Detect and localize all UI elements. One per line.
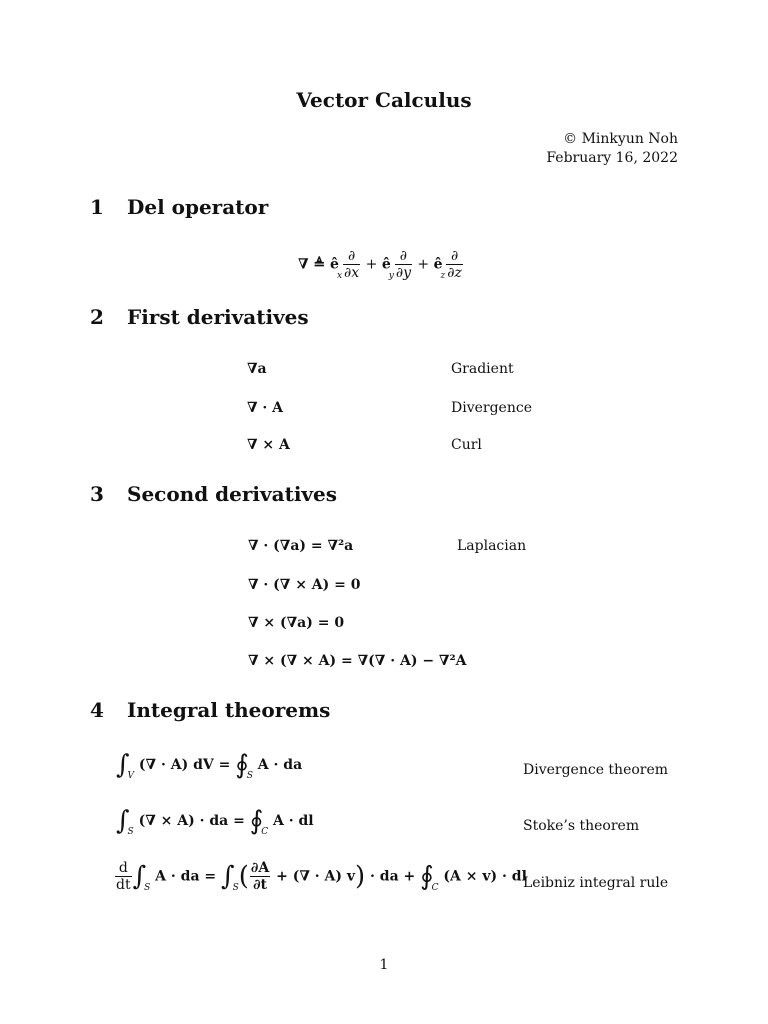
integral-domain: S [232, 882, 239, 893]
integral-domain: C [261, 827, 269, 837]
integral-sign: ∫ [116, 806, 130, 836]
stokes-theorem-equation [116, 806, 314, 837]
divergence-theorem-equation [116, 750, 303, 781]
integral-domain: S [246, 771, 253, 781]
integrand: A · dl [268, 813, 314, 829]
section-heading [90, 482, 337, 506]
integrand: (∇ × A) · da = [133, 813, 250, 829]
first-derivative-expression: ∇ · A [247, 400, 284, 416]
contour-integral-sign: ∮ [235, 750, 249, 780]
unit-vector: ê [330, 256, 339, 273]
unit-vector: ê [381, 256, 391, 273]
integral-sign: ∫ [116, 750, 130, 780]
integral-domain: S [127, 827, 134, 837]
contour-integral-sign: ∮ [420, 861, 434, 892]
section-title: Second derivatives [127, 482, 338, 506]
denominator: dt [116, 877, 131, 893]
partial-fraction [395, 248, 412, 281]
integrand: + (∇ · A) v [271, 868, 355, 885]
section-heading [90, 305, 309, 329]
page-number: 1 [379, 957, 389, 973]
denominator: ∂y [395, 265, 411, 281]
derivative-fraction [115, 860, 132, 893]
numerator: ∂A [250, 860, 270, 876]
subscript: z [440, 270, 446, 281]
partial-fraction [446, 248, 463, 281]
section-title: Del operator [127, 195, 269, 219]
integral-domain: S [144, 882, 151, 893]
document-date: February 16, 2022 [546, 150, 678, 166]
integrand: (A × v) · dl [438, 868, 527, 885]
author-block [546, 130, 678, 168]
first-derivative-expression: ∇ × A [247, 437, 290, 453]
second-derivative-expression: ∇ × (∇ × A) = ∇(∇ · A) − ∇²A [248, 653, 467, 669]
partial-fraction [250, 860, 270, 893]
section-number: 4 [90, 698, 104, 722]
del-operator-equation [298, 248, 464, 281]
integrand: (∇ · A) dV = [134, 757, 236, 773]
plus-sign: + [361, 256, 382, 273]
denominator: ∂t [250, 876, 270, 893]
integral-sign: ∫ [132, 861, 147, 892]
integral-domain: V [127, 771, 135, 781]
theorem-label: Leibniz integral rule [523, 875, 669, 891]
section-number: 1 [90, 195, 104, 219]
integrand: A · da [252, 757, 303, 773]
leibniz-rule-equation [114, 860, 527, 893]
second-derivative-expression: ∇ · (∇a) = ∇²a [248, 538, 354, 554]
section-number: 2 [90, 305, 104, 329]
denominator: ∂z [447, 265, 462, 281]
first-derivative-label: Curl [451, 437, 482, 453]
equation-lhs: ∇ ≜ [298, 256, 331, 273]
author-name: © Minkyun Noh [563, 131, 678, 147]
first-derivative-label: Gradient [451, 361, 514, 377]
plus-sign: + [412, 256, 434, 273]
integral-sign: ∫ [221, 861, 235, 892]
right-parenthesis: ) [355, 861, 366, 892]
integral-domain: C [431, 882, 439, 893]
numerator: ∂ [450, 248, 459, 264]
section-title: Integral theorems [127, 698, 331, 722]
second-derivative-expression: ∇ · (∇ × A) = 0 [248, 577, 361, 593]
contour-integral-sign: ∮ [249, 806, 264, 836]
second-derivative-label: Laplacian [457, 538, 527, 554]
section-title: First derivatives [127, 305, 309, 329]
first-derivative-expression: ∇a [247, 361, 267, 377]
subscript: y [388, 270, 394, 281]
integrand: · da + [365, 868, 421, 885]
integrand: A · da = [150, 868, 222, 885]
section-heading [90, 698, 330, 722]
unit-vector: ê [433, 256, 443, 273]
numerator: ∂ [399, 248, 408, 264]
numerator: d [118, 860, 128, 876]
second-derivative-expression: ∇ × (∇a) = 0 [248, 615, 345, 631]
theorem-label: Stoke’s theorem [523, 818, 640, 834]
left-parenthesis: ( [238, 861, 249, 892]
partial-fraction [343, 248, 360, 281]
theorem-label: Divergence theorem [523, 762, 669, 778]
document-title: Vector Calculus [296, 88, 472, 112]
first-derivative-label: Divergence [451, 400, 532, 416]
subscript: x [336, 270, 343, 281]
denominator: ∂x [344, 265, 360, 281]
section-heading [90, 195, 268, 219]
numerator: ∂ [347, 248, 356, 264]
section-number: 3 [90, 482, 104, 506]
